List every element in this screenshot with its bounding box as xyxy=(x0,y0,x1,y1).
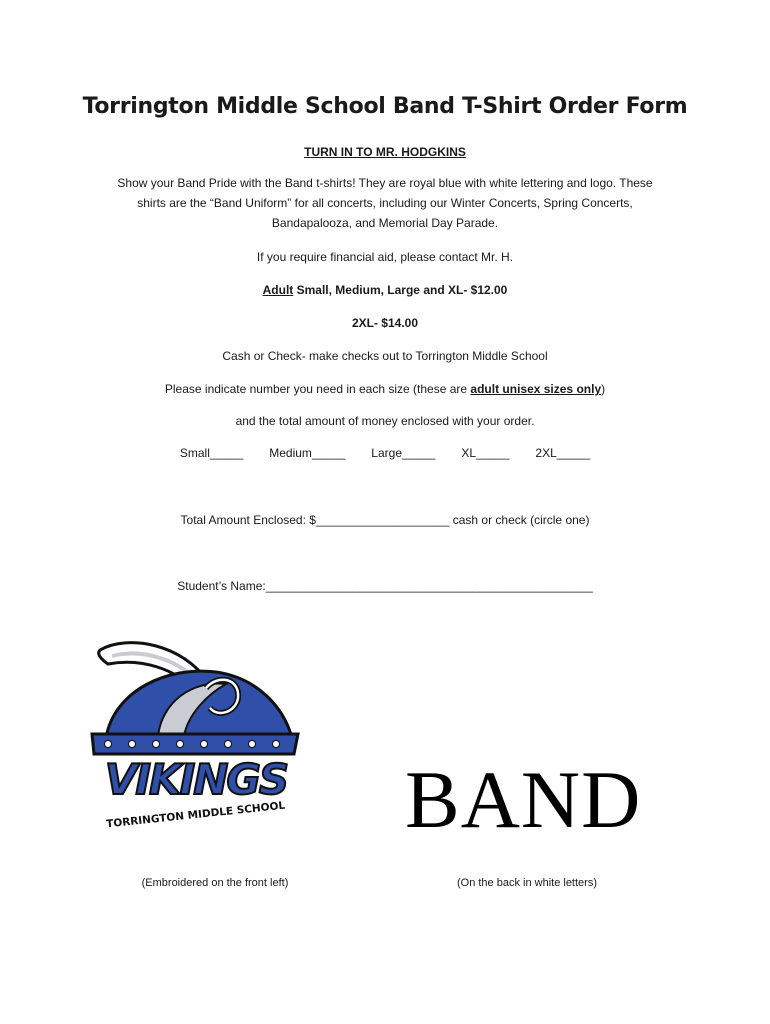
total-enclosed-field[interactable]: Total Amount Enclosed: $____________________ cash or check (circle one) xyxy=(180,513,590,527)
helmet-band xyxy=(92,734,298,754)
turn-in-instruction: TURN IN TO MR. HODGKINS xyxy=(304,145,466,159)
size-instruction-emphasis: adult unisex sizes only xyxy=(470,382,602,396)
size-fields xyxy=(0,446,770,460)
intro-line-2: shirts are the “Band Uniform” for all concerts, including our Winter Concerts, Spring Concerts, xyxy=(137,196,633,210)
intro-line-3: Bandapalooza, and Memorial Day Parade. xyxy=(271,216,499,230)
size-instruction-after: ) xyxy=(601,382,606,396)
financial-aid-note: If you require financial aid, please contact Mr. H. xyxy=(256,250,514,264)
vikings-wordmark: VIKINGS xyxy=(104,755,288,804)
caption-back: (On the back in white letters) xyxy=(456,877,597,889)
size-xl-field[interactable]: XL_____ xyxy=(461,446,510,460)
size-medium-field[interactable]: Medium_____ xyxy=(269,446,346,460)
size-instruction-before: Please indicate number you need in each size (these are xyxy=(164,382,471,396)
caption-front: (Embroidered on the front left) xyxy=(141,877,289,889)
adult-word: Adult xyxy=(262,283,294,297)
total-amount-instruction: and the total amount of money enclosed with your order. xyxy=(235,414,535,428)
adult-price-text: Small, Medium, Large and XL- $12.00 xyxy=(293,283,508,297)
size-large-field[interactable]: Large_____ xyxy=(371,446,436,460)
band-lettering: BAND xyxy=(405,754,642,845)
logo-school-name: TORRINGTON MIDDLE SCHOOL xyxy=(105,799,286,831)
vikings-logo xyxy=(88,638,303,833)
intro-line-1: Show your Band Pride with the Band t-shirts! They are royal blue with white lettering and logo. These xyxy=(117,176,653,190)
size-2xl-field[interactable]: 2XL_____ xyxy=(535,446,591,460)
student-name-field[interactable]: Student’s Name:_________________________________________________ xyxy=(177,579,593,593)
size-small-field[interactable]: Small_____ xyxy=(179,446,244,460)
adult-pricing xyxy=(40,280,730,300)
size-instruction xyxy=(40,379,730,399)
page-title: Torrington Middle School Band T-Shirt Order Form xyxy=(82,94,688,119)
payment-note: Cash or Check- make checks out to Torrington Middle School xyxy=(222,349,548,363)
xxl-pricing: 2XL- $14.00 xyxy=(351,316,419,330)
